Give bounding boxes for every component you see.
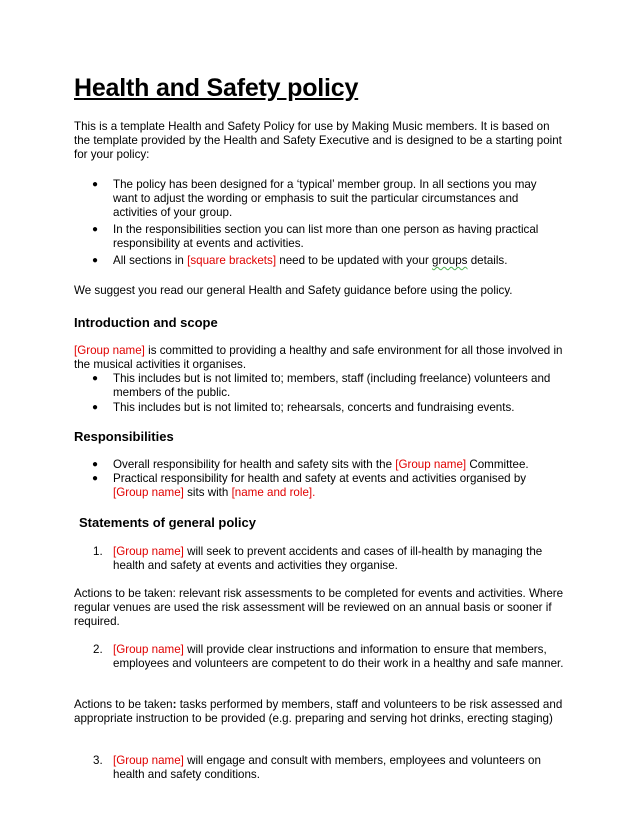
placeholder-text: [Group name] [74, 344, 145, 357]
list-item-text: [Group name] will seek to prevent accidents and cases of ill-health by managing the health and safety at events and activities they organise. [113, 545, 543, 572]
list-item [74, 458, 564, 472]
list-item [74, 401, 564, 415]
suggest-paragraph: We suggest you read our general Health and Safety guidance before using the policy. [74, 284, 513, 297]
responsibilities-bullet-list [74, 458, 564, 500]
spellcheck-flag: groups [432, 254, 468, 267]
bullet-icon: ● [92, 402, 99, 413]
list-item [74, 178, 564, 220]
list-item-text: In the responsibilities section you can list more than one person as having practical responsibility at events and activities. [113, 223, 539, 250]
section-heading-statements: Statements of general policy [79, 515, 256, 530]
section-heading-responsibilities: Responsibilities [74, 429, 174, 444]
list-item-text: This includes but is not limited to; members, staff (including freelance) volunteers and members of the public. [113, 372, 551, 399]
actions-paragraph-2: Actions to be taken: tasks performed by members, staff and volunteers to be risk assessed and appropriate instruction to be provided (e.g. preparing and serving hot drinks, erecting staging) [74, 698, 563, 725]
placeholder-text: [Group name] [113, 545, 184, 558]
list-item-text: Practical responsibility for health and safety at events and activities organised by [Group name] sits with [name and role]. [113, 472, 527, 499]
placeholder-text: [Group name] [395, 458, 467, 471]
list-item [74, 372, 564, 400]
bullet-icon: ● [92, 473, 99, 484]
list-item [74, 223, 564, 251]
placeholder-text: [name and role] [231, 486, 313, 499]
placeholder-text: [square brackets] [187, 254, 277, 267]
list-number: 3. [93, 754, 103, 767]
list-item-text: [Group name] will provide clear instructions and information to ensure that members, employees and volunteers are competent to do their work in a healthy and safe manner. [113, 643, 564, 670]
placeholder-text: [Group name] [113, 643, 184, 656]
scope-paragraph: [Group name] is committed to providing a healthy and safe environment for all those involved in the musical activities it organises. [74, 344, 563, 371]
list-number: 1. [93, 545, 103, 558]
list-item-text: Overall responsibility for health and safety sits with the [Group name] Committee. [113, 458, 529, 471]
bullet-icon: ● [92, 179, 99, 190]
list-item [74, 254, 564, 268]
statements-list-1 [74, 545, 564, 573]
list-item-text: [Group name] will engage and consult with members, employees and volunteers on health and safety conditions. [113, 754, 541, 781]
bullet-icon: ● [92, 459, 99, 470]
intro-bullet-list [74, 178, 564, 268]
list-item-text: The policy has been designed for a ‘typical’ member group. In all sections you may want to adjust the wording or emphasis to suit the particular circumstances and activities of your group. [113, 178, 537, 219]
placeholder-text: [Group name] [113, 486, 184, 499]
section-heading-intro: Introduction and scope [74, 315, 218, 330]
bullet-icon: ● [92, 373, 99, 384]
list-item-text: This includes but is not limited to; rehearsals, concerts and fundraising events. [113, 401, 515, 414]
page-title: Health and Safety policy [74, 74, 359, 102]
scope-bullet-list [74, 372, 564, 415]
intro-paragraph: This is a template Health and Safety Policy for use by Making Music members. It is based on the template provided by the Health and Safety Executive and is designed to be a starting point for your policy: [74, 120, 562, 161]
placeholder-text: [Group name] [113, 754, 184, 767]
list-number: 2. [93, 643, 103, 656]
bullet-icon: ● [92, 255, 99, 266]
actions-paragraph-1: Actions to be taken: relevant risk assessments to be completed for events and activities. Where regular venues are used the risk assessment will be reviewed on an annual basis or sooner if required. [74, 587, 564, 628]
list-item [74, 545, 564, 573]
bullet-icon: ● [92, 224, 99, 235]
list-item-text: All sections in [square brackets] need to be updated with your groups details. [113, 254, 508, 267]
list-item [74, 643, 564, 671]
statements-list-2 [74, 643, 564, 671]
statements-list-3 [74, 754, 564, 782]
list-item [74, 472, 564, 500]
list-item [74, 754, 564, 782]
